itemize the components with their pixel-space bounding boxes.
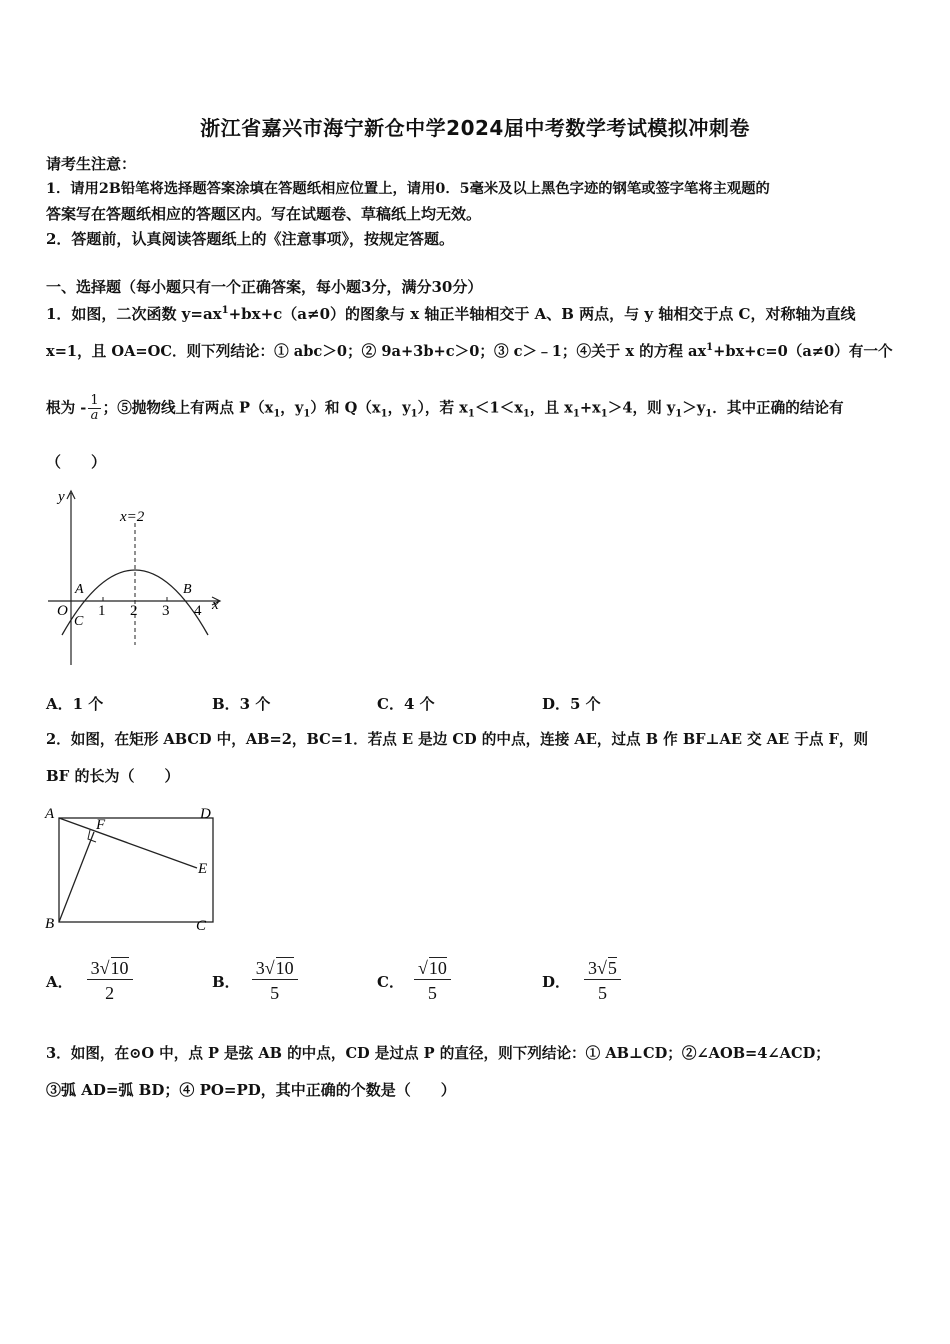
point-c-label: C xyxy=(196,918,207,934)
tick-label-1: 1 xyxy=(98,603,106,619)
option-label: C． xyxy=(377,972,404,991)
option-label: B． xyxy=(212,972,240,991)
q2-option-d[interactable] xyxy=(542,958,621,1004)
q3-line-1: 3．如图，在⊙O 中，点 P 是弦 AB 的中点，CD 是过点 P 的直径，则下列结论：① AB⊥CD；②∠AOB=4∠ACD； xyxy=(46,1045,830,1062)
q1-answer-paren: （ ） xyxy=(46,453,107,471)
symmetry-label: x=2 xyxy=(120,509,145,525)
origin-label: O xyxy=(57,603,68,619)
notice-line-1: 1．请用2B铅笔将选择题答案涂填在答题纸相应位置上，请用0．5毫米及以上黑色字迹的钢笔或签字笔将主观题的 xyxy=(46,181,770,197)
tick-label-2: 2 xyxy=(130,603,138,619)
point-e-label: E xyxy=(198,861,208,877)
q1-line-1: 1．如图，二次函数 $y=ax^1+bx+c(a\ne 0)$的图象与 x 轴正半轴相交于 A、B 两点，与 y 轴相交于点 C，对称轴为直线 xyxy=(46,305,856,323)
page-title: 浙江省嘉兴市海宁新仓中学2024届中考数学考试模拟冲刺卷 xyxy=(200,116,750,140)
segment-bf xyxy=(59,832,94,922)
q1-option-b[interactable]: B．3 个 xyxy=(212,695,271,713)
q1-line-2: x=1，且 OA=OC．则下列结论：① abc＞0；② 9a+3b+c＞0；③ c＞﹣1；④关于 x 的方程 $ax^1+bx+c=0(a\ne 0)$有一个 xyxy=(46,342,893,360)
option-label: A． xyxy=(46,972,73,991)
q2-option-b[interactable] xyxy=(212,958,298,1004)
point-c-label: C xyxy=(74,614,84,629)
notice-line-2: 答案写在答题纸相应的答题区内。写在试题卷、草稿纸上均无效。 xyxy=(46,205,482,223)
q3-line-2: ③弧 AD=弧 BD；④ PO=PD，其中正确的个数是（ ） xyxy=(46,1081,456,1099)
q2-option-a[interactable] xyxy=(46,958,133,1004)
x-axis-label: x xyxy=(212,597,219,613)
tick-label-4: 4 xyxy=(194,603,202,619)
notice-heading: 请考生注意： xyxy=(46,155,137,173)
option-fraction: $\frac{3√10}{5}$ xyxy=(252,958,298,1004)
point-a-label: A xyxy=(45,806,55,822)
notice-line-3: 2．答题前，认真阅读答题纸上的《注意事项》，按规定答题。 xyxy=(46,230,454,248)
point-d-label: D xyxy=(200,806,211,822)
segment-ae xyxy=(59,818,197,868)
point-b-label: B xyxy=(183,582,192,597)
y-axis-label: y xyxy=(58,489,65,505)
point-f-label: F xyxy=(96,817,106,833)
rectangle-figure xyxy=(40,800,220,940)
section-heading: 一、选择题（每小题只有一个正确答案，每小题3分，满分30分） xyxy=(46,278,483,296)
fraction-1-over-a: $\frac{1}{a}$ xyxy=(90,393,99,423)
q2-line-1: 2．如图，在矩形 ABCD 中，AB=2，BC=1．若点 E 是边 CD 的中点，连接 AE，过点 B 作 BF⊥AE 交 AE 于点 F，则 xyxy=(46,731,869,748)
point-b-label: B xyxy=(45,916,55,932)
option-fraction: $\frac{√10}{5}$ xyxy=(414,958,451,1004)
q1-line-3: 根为 - $\frac{1}{a}$ ；⑤抛物线上有两点 $P(x_1$，$y_1$）和 $Q(x_1$，$y_1$），若 $x_1<1<x_1$，且 $x_1+x_1>4$，则 $y_1>y_1$．其中正确的结论有 xyxy=(46,393,844,423)
q2-option-c[interactable] xyxy=(377,958,451,1004)
q2-line-2: BF 的长为（ ） xyxy=(46,767,180,785)
q1-option-c[interactable]: C．4 个 xyxy=(377,695,435,713)
q1-option-a[interactable]: A．1 个 xyxy=(46,695,104,713)
tick-label-3: 3 xyxy=(162,603,170,619)
point-a-label: A xyxy=(75,582,84,597)
rectangle-abcd xyxy=(59,818,213,922)
q1-option-d[interactable]: D．5 个 xyxy=(542,695,601,713)
option-label: D． xyxy=(542,972,571,991)
option-fraction: $\frac{3√10}{2}$ xyxy=(87,958,133,1004)
parabola-figure xyxy=(40,485,240,670)
option-fraction: $\frac{3√5}{5}$ xyxy=(584,958,621,1004)
